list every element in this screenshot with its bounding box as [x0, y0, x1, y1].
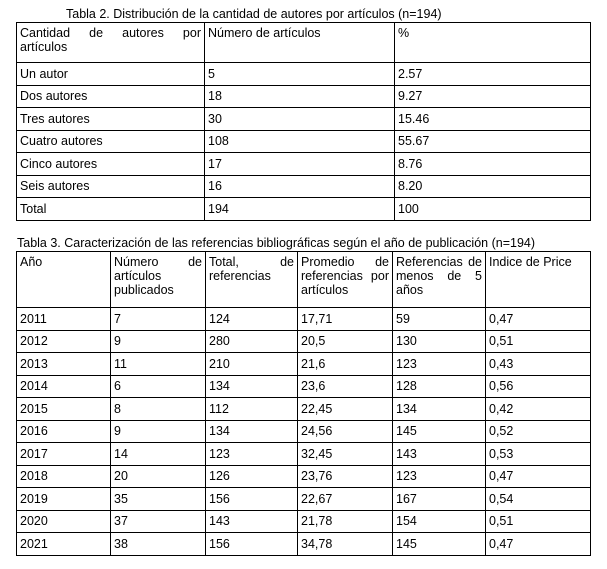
table-cell: 55.67 — [395, 130, 591, 153]
table-row — [17, 130, 591, 153]
table-cell: 59 — [393, 308, 486, 331]
table-row — [17, 353, 591, 376]
table-cell: 123 — [206, 443, 298, 466]
table-cell: 134 — [206, 375, 298, 398]
table-cell: 9 — [111, 420, 206, 443]
table-cell: 14 — [111, 443, 206, 466]
header-cell: % — [395, 23, 591, 63]
table-cell: 2018 — [17, 465, 111, 488]
table-cell: 32,45 — [298, 443, 393, 466]
table-cell: 17,71 — [298, 308, 393, 331]
table-cell: 0,54 — [486, 488, 591, 511]
table-row — [17, 510, 591, 533]
authors-per-article-table — [16, 22, 591, 221]
table-cell: 123 — [393, 465, 486, 488]
header-cell: Cantidad de autores por artículos — [17, 23, 205, 63]
table-cell: 2019 — [17, 488, 111, 511]
table-row — [17, 398, 591, 421]
table-cell: 9 — [111, 330, 206, 353]
table-cell: 21,6 — [298, 353, 393, 376]
table-cell: 2013 — [17, 353, 111, 376]
header-cell: Número de artículos — [205, 23, 395, 63]
table-cell: Cinco autores — [17, 153, 205, 176]
table-cell: 2012 — [17, 330, 111, 353]
table-row — [17, 63, 591, 86]
table-cell: 2020 — [17, 510, 111, 533]
header-cell: Total, de referencias — [206, 252, 298, 308]
references-by-year-table — [16, 251, 591, 556]
table2-caption: Tabla 2. Distribución de la cantidad de autores por artículos (n=194) — [66, 7, 442, 21]
table-row — [17, 488, 591, 511]
table-cell: 156 — [206, 488, 298, 511]
table-cell: 2011 — [17, 308, 111, 331]
table-cell: Tres autores — [17, 108, 205, 131]
table-cell: 130 — [393, 330, 486, 353]
table-cell: 16 — [205, 175, 395, 198]
table-cell: 38 — [111, 533, 206, 556]
table-cell: 11 — [111, 353, 206, 376]
table-row — [17, 533, 591, 556]
table-cell: 128 — [393, 375, 486, 398]
table-cell: 100 — [395, 198, 591, 221]
table-cell: 0,51 — [486, 510, 591, 533]
table-cell: 15.46 — [395, 108, 591, 131]
table-cell: 0,47 — [486, 308, 591, 331]
table-cell: 154 — [393, 510, 486, 533]
table-row — [17, 85, 591, 108]
table-cell: 7 — [111, 308, 206, 331]
table-cell: 0,52 — [486, 420, 591, 443]
table-cell: 34,78 — [298, 533, 393, 556]
table-cell: 2017 — [17, 443, 111, 466]
table-cell: 8.76 — [395, 153, 591, 176]
table-cell: 0,42 — [486, 398, 591, 421]
header-cell: Año — [17, 252, 111, 308]
table-row — [17, 175, 591, 198]
table-cell: 123 — [393, 353, 486, 376]
table-row — [17, 375, 591, 398]
table-cell: 20,5 — [298, 330, 393, 353]
table-cell: 134 — [206, 420, 298, 443]
table-cell: Dos autores — [17, 85, 205, 108]
table-cell: Un autor — [17, 63, 205, 86]
table-cell: 23,76 — [298, 465, 393, 488]
table-row — [17, 420, 591, 443]
table-cell: 8 — [111, 398, 206, 421]
table-cell: 9.27 — [395, 85, 591, 108]
table-cell: 2021 — [17, 533, 111, 556]
table-cell: 145 — [393, 533, 486, 556]
table-cell: Seis autores — [17, 175, 205, 198]
table-cell: 126 — [206, 465, 298, 488]
table3-caption: Tabla 3. Caracterización de las referencias bibliográficas según el año de publicación (n=194) — [17, 236, 536, 250]
table-cell: 280 — [206, 330, 298, 353]
header-cell: Promedio de referencias por artículos — [298, 252, 393, 308]
table-cell: 194 — [205, 198, 395, 221]
table-row — [17, 308, 591, 331]
table-cell: 2016 — [17, 420, 111, 443]
table-cell: 0,43 — [486, 353, 591, 376]
header-cell: Número de artículos publicados — [111, 252, 206, 308]
header-cell: Indice de Price — [486, 252, 591, 308]
table-cell: 145 — [393, 420, 486, 443]
table-cell: 30 — [205, 108, 395, 131]
table-cell: 156 — [206, 533, 298, 556]
table-row — [17, 108, 591, 131]
table-cell: 143 — [393, 443, 486, 466]
table-cell: 167 — [393, 488, 486, 511]
table-cell: 108 — [205, 130, 395, 153]
table-cell: 17 — [205, 153, 395, 176]
table-cell: 124 — [206, 308, 298, 331]
table-cell: 143 — [206, 510, 298, 533]
table-cell: 23,6 — [298, 375, 393, 398]
table-cell: 37 — [111, 510, 206, 533]
table-cell: 134 — [393, 398, 486, 421]
table-cell: 0,53 — [486, 443, 591, 466]
table-cell: Cuatro autores — [17, 130, 205, 153]
table-cell: 5 — [205, 63, 395, 86]
table-cell: 0,51 — [486, 330, 591, 353]
table-row — [17, 198, 591, 221]
table-cell: 21,78 — [298, 510, 393, 533]
table-cell: 112 — [206, 398, 298, 421]
table-cell: 2014 — [17, 375, 111, 398]
table-cell: 22,67 — [298, 488, 393, 511]
table-cell: 2015 — [17, 398, 111, 421]
table3-header-row — [17, 252, 591, 308]
header-cell: Referencias de menos de 5 años — [393, 252, 486, 308]
table-cell: 18 — [205, 85, 395, 108]
table-row — [17, 153, 591, 176]
table-cell: 210 — [206, 353, 298, 376]
table-cell: 22,45 — [298, 398, 393, 421]
table-cell: 35 — [111, 488, 206, 511]
table-cell: 0,47 — [486, 533, 591, 556]
table-row — [17, 443, 591, 466]
table-cell: 0,47 — [486, 465, 591, 488]
table-row — [17, 465, 591, 488]
table-cell: 24,56 — [298, 420, 393, 443]
table-cell: Total — [17, 198, 205, 221]
table-cell: 8.20 — [395, 175, 591, 198]
table-cell: 2.57 — [395, 63, 591, 86]
table-row — [17, 330, 591, 353]
table-cell: 20 — [111, 465, 206, 488]
table-cell: 0,56 — [486, 375, 591, 398]
table-cell: 6 — [111, 375, 206, 398]
table2-header-row — [17, 23, 591, 63]
